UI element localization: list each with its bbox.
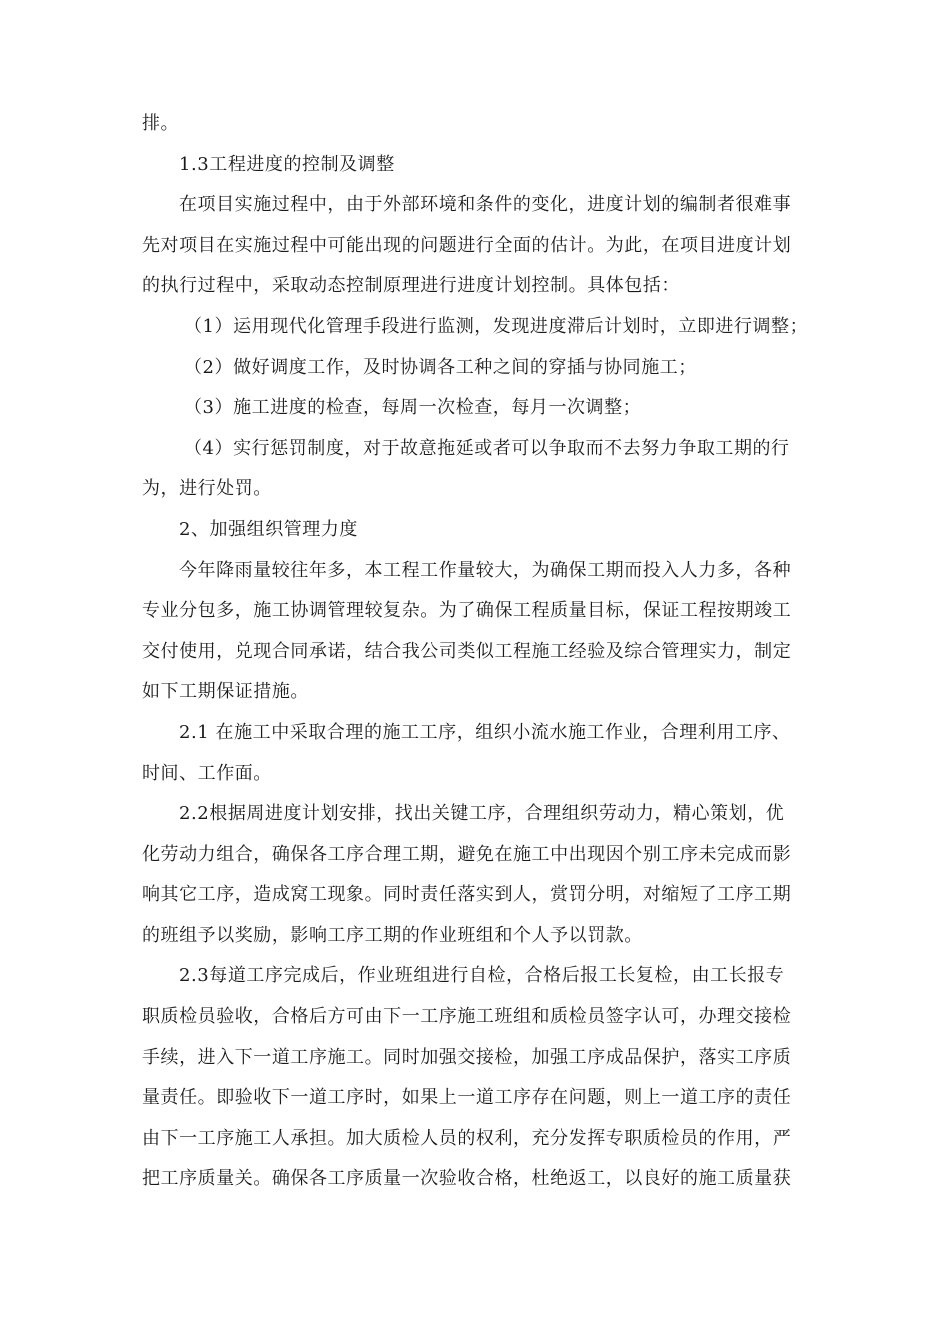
text-line: 的班组予以奖励，影响工序工期的作业班组和个人予以罚款。	[142, 924, 643, 946]
text-line: 响其它工序，造成窝工现象。同时责任落实到人，赏罚分明，对缩短了工序工期	[142, 884, 792, 906]
text-line: 手续，进入下一道工序施工。同时加强交接检，加强工序成品保护，落实工序质	[142, 1046, 792, 1068]
text-line: 的执行过程中，采取动态控制原理进行进度计划控制。具体包括：	[142, 275, 680, 297]
text-line: 在项目实施过程中，由于外部环境和条件的变化，进度计划的编制者很难事	[179, 194, 792, 216]
text-line: 时间、工作面。	[142, 762, 272, 784]
text-line: 2.2根据周进度计划安排，找出关键工序，合理组织劳动力，精心策划，优	[179, 803, 785, 825]
body-text	[142, 104, 808, 1200]
list-item: （1）运用现代化管理手段进行监测，发现进度滞后计划时，立即进行调整；	[184, 315, 809, 337]
text-line: 今年降雨量较往年多，本工程工作量较大，为确保工期而投入人力多，各种	[179, 559, 792, 581]
text-line: 先对项目在实施过程中可能出现的问题进行全面的估计。为此，在项目进度计划	[142, 234, 792, 256]
text-line: 如下工期保证措施。	[142, 681, 309, 703]
text-line: 由下一工序施工人承担。加大质检人员的权利，充分发挥专职质检员的作用，严	[142, 1127, 792, 1149]
text-line: 量责任。即验收下一道工序时，如果上一道工序存在问题，则上一道工序的责任	[142, 1087, 792, 1109]
text-line: 化劳动力组合，确保各工序合理工期，避免在施工中出现因个别工序未完成而影	[142, 843, 792, 865]
section-heading: 1.3工程进度的控制及调整	[179, 153, 395, 175]
list-item: （2）做好调度工作，及时协调各工种之间的穿插与协同施工；	[184, 356, 697, 378]
list-item: （3）施工进度的检查，每周一次检查，每月一次调整；	[184, 397, 642, 419]
list-item: （4）实行惩罚制度，对于故意拖延或者可以争取而不去努力争取工期的行	[184, 437, 790, 459]
text-line: 2.1 在施工中采取合理的施工工序，组织小流水施工作业，合理利用工序、	[179, 721, 791, 743]
text-line: 把工序质量关。确保各工序质量一次验收合格，杜绝返工，以良好的施工质量获	[142, 1168, 792, 1190]
text-line: 2.3每道工序完成后，作业班组进行自检，合格后报工长复检，由工长报专	[179, 965, 785, 987]
text-line: 排。	[142, 113, 180, 134]
text-line: 交付使用，兑现合同承诺，结合我公司类似工程施工经验及综合管理实力，制定	[142, 640, 792, 662]
section-heading: 2、加强组织管理力度	[179, 518, 358, 540]
text-line: 职质检员验收，合格后方可由下一工序施工班组和质检员签字认可，办理交接检	[142, 1006, 792, 1028]
text-line: 为，进行处罚。	[142, 478, 272, 500]
text-line: 专业分包多，施工协调管理较复杂。为了确保工程质量目标，保证工程按期竣工	[142, 600, 792, 622]
